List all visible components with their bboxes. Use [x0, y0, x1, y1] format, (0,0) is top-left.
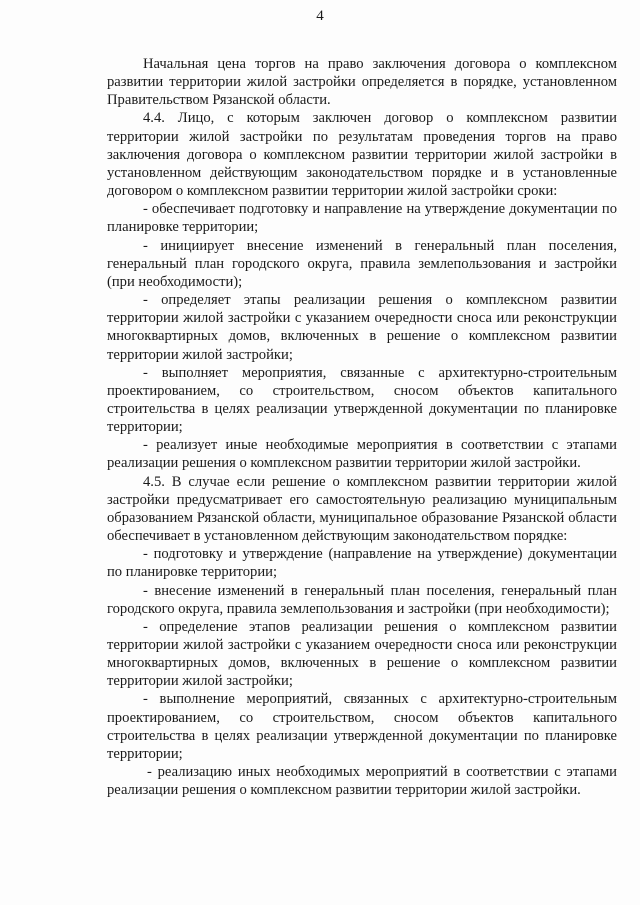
page-number: 4	[316, 8, 324, 24]
list-item-4-4-general-plan: - инициирует внесение изменений в генеральный план поселения, генеральный план городского округа, правила землепользования и застройки (при необходимости);	[107, 237, 617, 290]
list-item-4-4-other: - реализует иные необходимые мероприятия в соответствии с этапами реализации решения о комплексном развитии территории жилой застройки.	[107, 437, 617, 472]
paragraph-4-5: 4.5. В случае если решение о комплексном развитии территории жилой застройки предусматривает его самостоятельную реализацию муниципальным образованием Рязанской области, муниципальное образование Рязанской области обеспечивает в установленном действующим законодательством порядке:	[107, 473, 617, 545]
list-item-4-5-stages: - определение этапов реализации решения о комплексном развитии территории жилой застройки с указанием очередности сноса или реконструкции многоквартирных домов, включенных в решение о комплексном развитии территории жилой застройки;	[107, 618, 617, 690]
list-item-4-5-general-plan: - внесение изменений в генеральный план поселения, генеральный план городского округа, правила землепользования и застройки (при необходимости);	[107, 582, 617, 617]
list-item-4-5-other: - реализацию иных необходимых мероприятий в соответствии с этапами реализации решения о комплексном развитии территории жилой застройки.	[107, 764, 617, 799]
list-item-4-4-stages: - определяет этапы реализации решения о комплексном развитии территории жилой застройки с указанием очередности сноса или реконструкции многоквартирных домов, включенных в решение о комплексном развитии территории жилой застройки;	[107, 292, 617, 363]
document-body	[107, 55, 617, 799]
list-item-4-4-design: - выполняет мероприятия, связанные с архитектурно-строительным проектированием, со строительством, сносом объектов капитального строительства в целях реализации утвержденной документации по планировке территории;	[107, 364, 617, 436]
list-item-4-5-documentation: - подготовку и утверждение (направление на утверждение) документации по планировке территории;	[107, 546, 617, 581]
paragraph-initial-price: Начальная цена торгов на право заключения договора о комплексном развитии территории жилой застройки определяется в порядке, установленном Правительством Рязанской области.	[107, 56, 617, 109]
paragraph-4-4: 4.4. Лицо, с которым заключен договор о комплексном развитии территории жилой застройки по результатам проведения торгов на право заключения договора о комплексном развитии территории жилой застройки в установленном действующим законодательством порядке и в установленные договором о комплексном развитии территории жилой застройки сроки:	[107, 110, 617, 200]
list-item-4-5-design: - выполнение мероприятий, связанных с архитектурно-строительным проектированием, со строительством, сносом объектов капитального строительства в целях реализации утвержденной документации по планировке территории;	[107, 691, 617, 762]
list-item-4-4-documentation: - обеспечивает подготовку и направление на утверждение документации по планировке территории;	[107, 201, 617, 236]
